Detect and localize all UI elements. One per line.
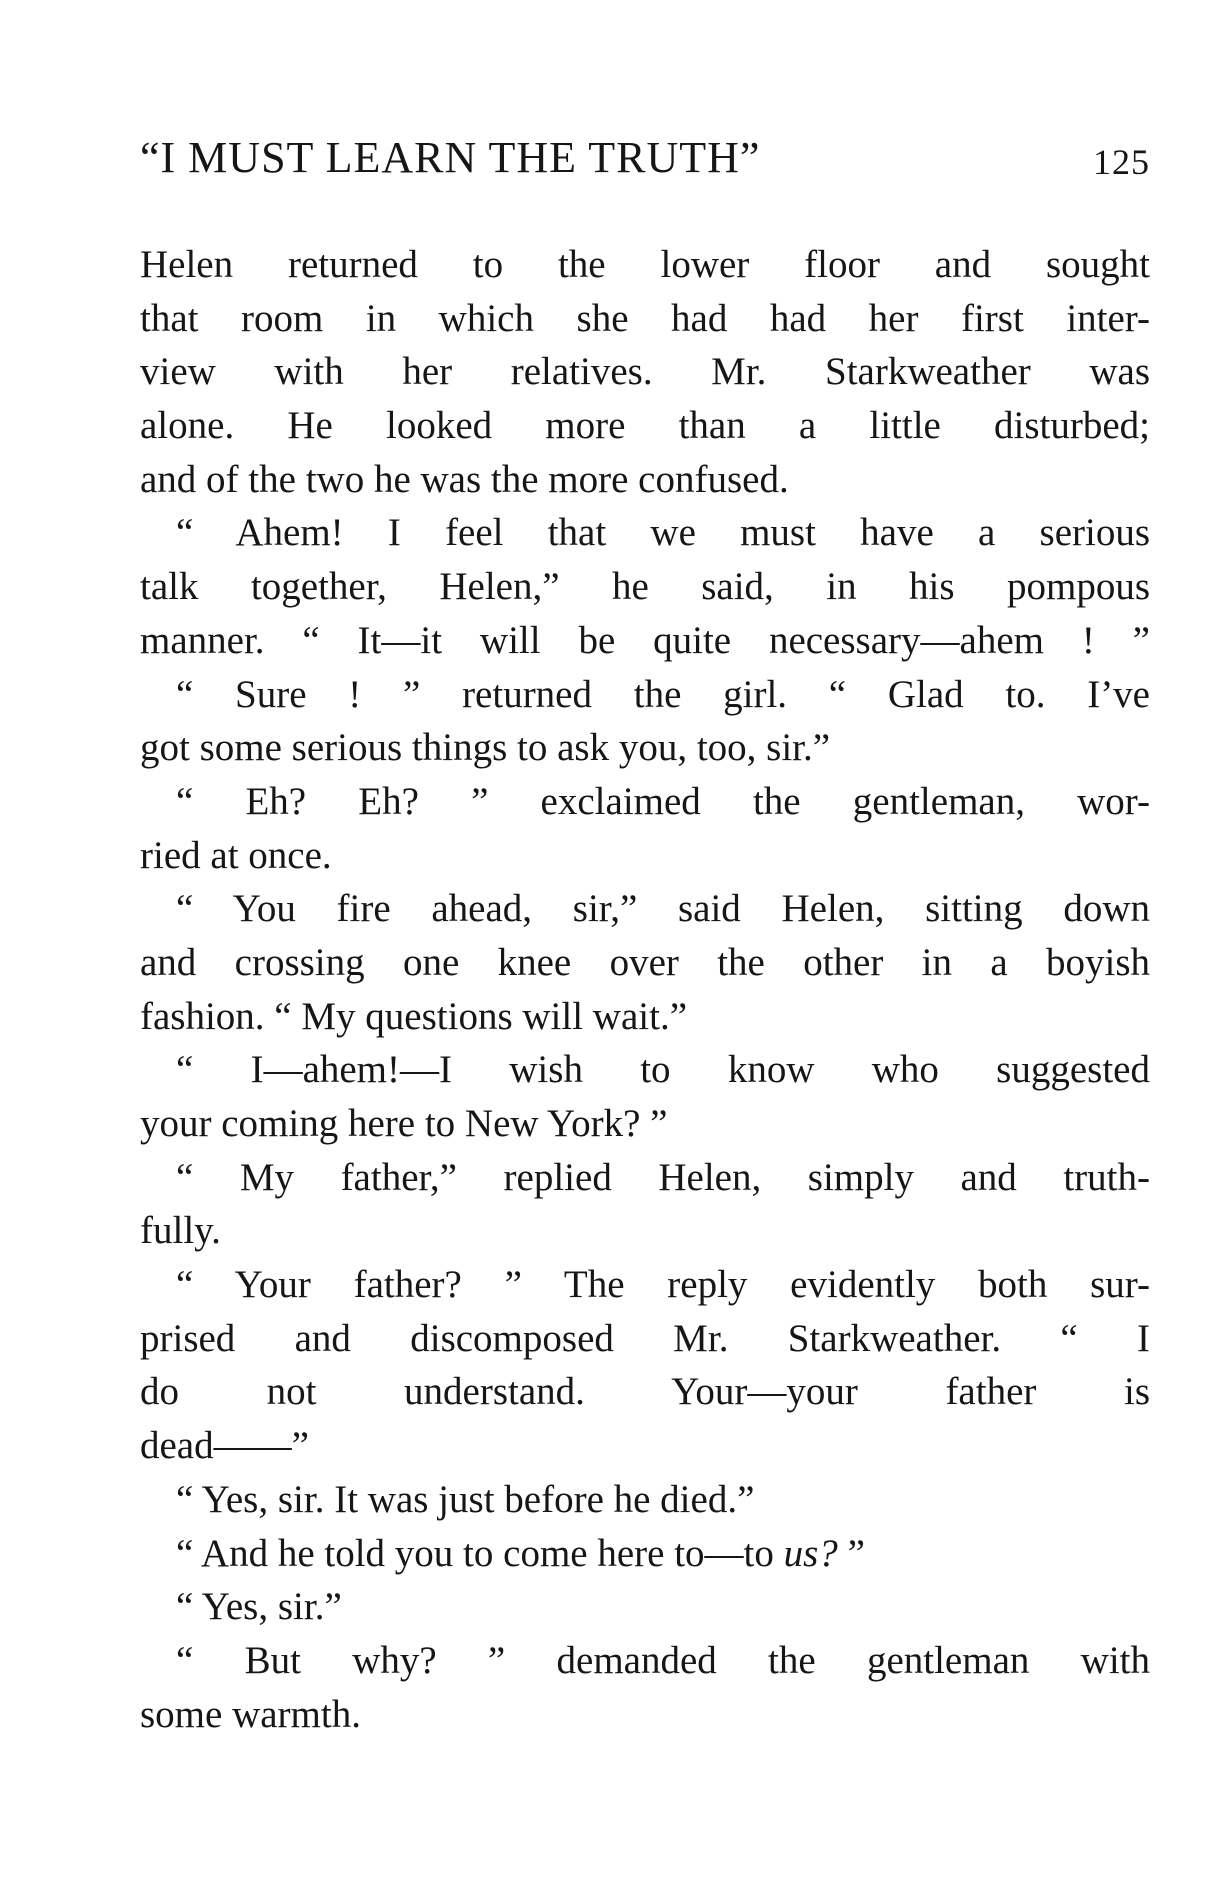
running-title: “I MUST LEARN THE TRUTH” <box>140 133 761 182</box>
text-line: “ You fire ahead, sir,” said Helen, sitting down <box>176 887 1150 931</box>
text-line: dead——” <box>140 1424 309 1468</box>
text-line: some warmth. <box>140 1692 361 1736</box>
text-line: that room in which she had had her first inter- <box>140 296 1150 340</box>
text-line: “ Ahem! I feel that we must have a serious <box>176 511 1150 555</box>
text-line: talk together, Helen,” he said, in his pompous <box>140 565 1150 609</box>
text-line: “ My father,” replied Helen, simply and truth- <box>176 1155 1150 1199</box>
italic-word: us? <box>783 1531 838 1575</box>
text-line: “ Your father? ” The reply evidently both sur- <box>176 1263 1150 1307</box>
text-line-segment: “ And he told you to come here to—to <box>176 1531 784 1575</box>
text-line: and of the two he was the more confused. <box>140 457 789 501</box>
text-line: “ Eh? Eh? ” exclaimed the gentleman, wor- <box>176 779 1150 823</box>
text-line: “ But why? ” demanded the gentleman with <box>176 1638 1150 1682</box>
text-line: “ Yes, sir.” <box>176 1585 342 1629</box>
text-line: prised and discomposed Mr. Starkweather. “ I <box>140 1316 1150 1360</box>
text-line: “ Sure ! ” returned the girl. “ Glad to. I’ve <box>176 672 1150 716</box>
text-line: fashion. “ My questions will wait.” <box>140 994 688 1038</box>
text-line: got some serious things to ask you, too, sir.” <box>140 726 831 770</box>
text-line: Helen returned to the lower floor and sought <box>140 243 1150 286</box>
text-line: ried at once. <box>140 833 332 877</box>
body-text <box>140 238 1150 1741</box>
text-line: alone. He looked more than a little disturbed; <box>140 404 1150 448</box>
text-line: do not understand. Your—your father is <box>140 1370 1150 1414</box>
text-line <box>140 1527 1150 1581</box>
text-line: your coming here to New York? ” <box>140 1102 668 1145</box>
text-line-segment: ” <box>837 1531 865 1575</box>
text-line: fully. <box>140 1209 221 1253</box>
text-line: manner. “ It—it will be quite necessary—ahem ! ” <box>140 618 1150 662</box>
text-line: view with her relatives. Mr. Starkweather was <box>140 350 1150 394</box>
text-line: “ I—ahem!—I wish to know who suggested <box>176 1048 1150 1092</box>
text-line: and crossing one knee over the other in a boyish <box>140 940 1150 984</box>
page-number: 125 <box>1093 142 1150 182</box>
text-line: “ Yes, sir. It was just before he died.” <box>176 1477 755 1521</box>
